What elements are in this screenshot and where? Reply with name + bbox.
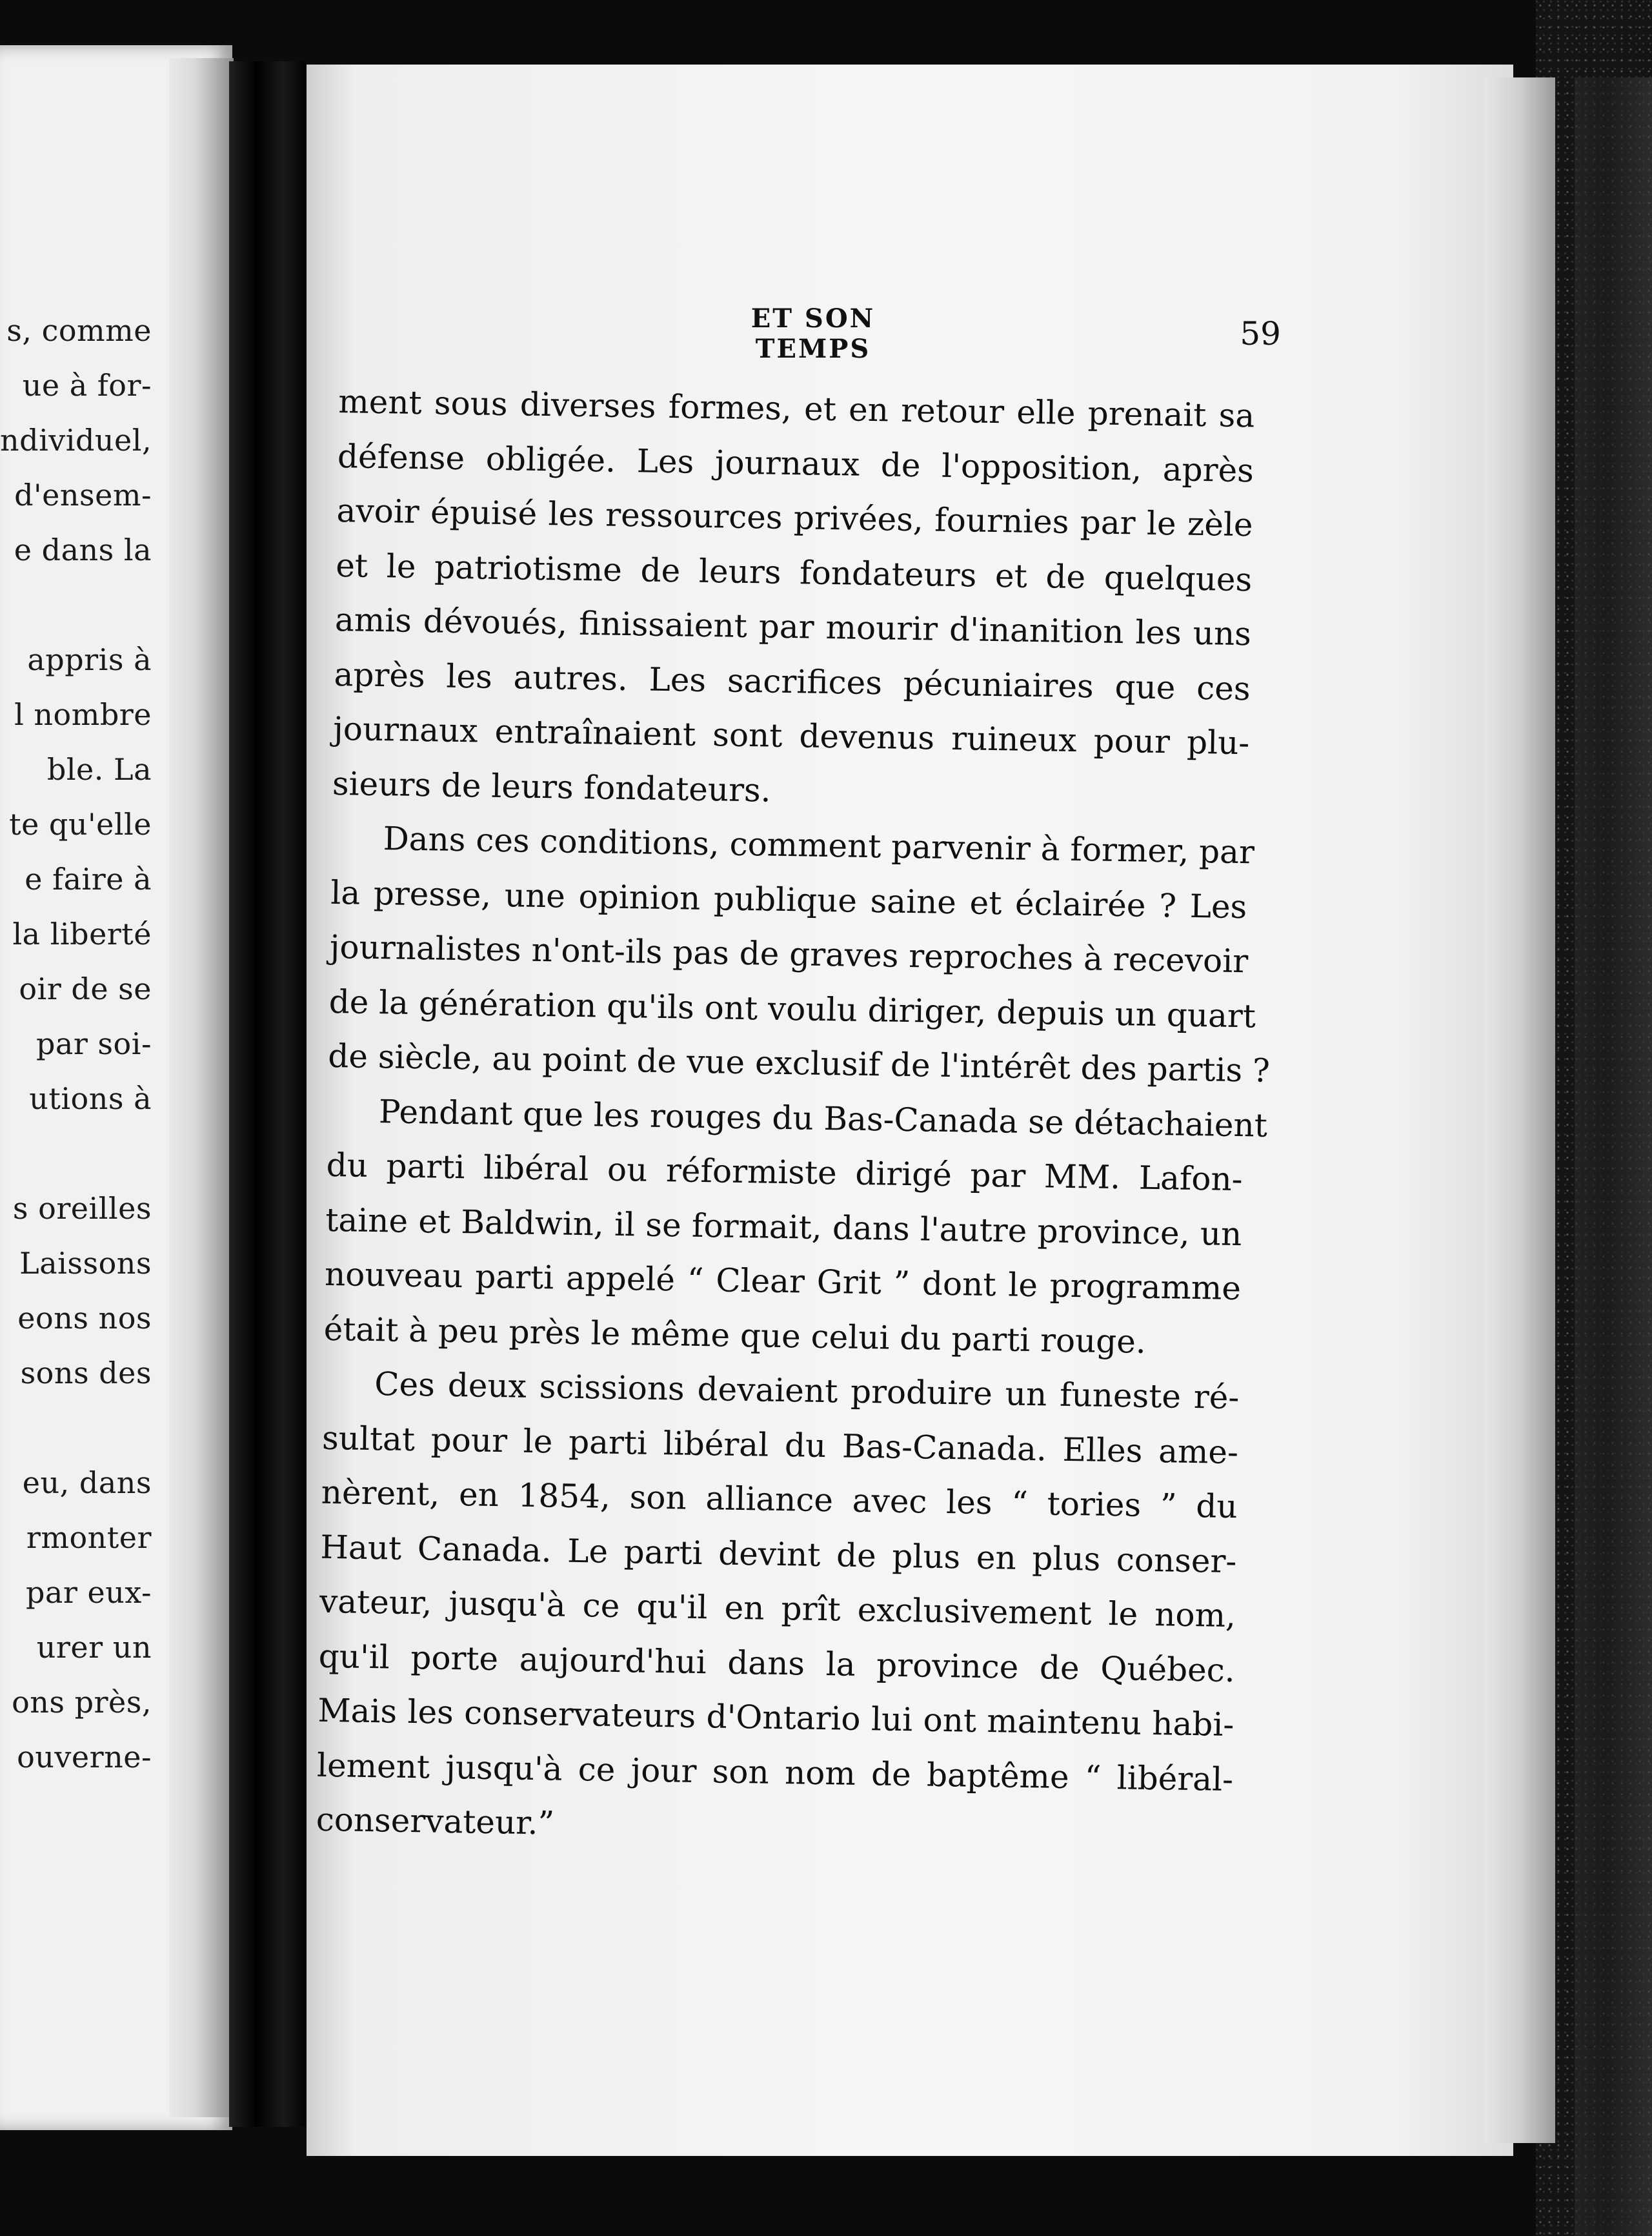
left-line <box>0 1401 152 1456</box>
text-line: qu'il porte aujourd'hui dans la province de Québec. <box>318 1637 1236 1689</box>
left-line: par eux- <box>25 1575 152 1610</box>
left-line: la liberté <box>12 917 152 951</box>
text-line: de la génération qu'ils ont voulu diriger, depuis un quart <box>328 982 1256 1035</box>
left-page-edge <box>169 58 234 2117</box>
left-line: eu, dans <box>22 1465 152 1500</box>
left-line: e dans la <box>14 533 152 567</box>
left-page-text <box>0 303 152 1785</box>
left-line: l nombre <box>14 697 152 732</box>
left-line: utions à <box>29 1081 152 1116</box>
text-line: et le patriotisme de leurs fondateurs et de quelques <box>335 546 1253 598</box>
book-gutter <box>229 61 307 2127</box>
text-line: après les autres. Les sacrifices pécuniaires que ces <box>334 655 1251 707</box>
right-page-edge <box>1484 77 1555 2143</box>
left-line: ble. La <box>46 752 152 787</box>
text-line: lement jusqu'à ce jour son nom de baptême “ libéral- <box>316 1746 1234 1798</box>
body-text <box>316 374 1271 1862</box>
scan-edge-shadow <box>1575 77 1652 2236</box>
left-line: urer un <box>36 1630 152 1665</box>
left-line: Laissons <box>19 1246 152 1281</box>
left-line <box>0 1126 152 1181</box>
text-line: nèrent, en 1854, son alliance avec les “ tories ” du <box>321 1473 1238 1526</box>
text-line: conservateur.” <box>316 1800 555 1842</box>
text-line: nouveau parti appelé “ Clear Grit ” dont le programme <box>324 1255 1242 1308</box>
text-line: la presse, une opinion publique saine et éclairée ? Les <box>330 873 1247 926</box>
left-line: ndividuel, <box>0 423 152 458</box>
left-line: oir de se <box>19 971 152 1006</box>
text-line: Haut Canada. Le parti devint de plus en plus conser- <box>320 1528 1237 1580</box>
text-line: taine et Baldwin, il se formait, dans l'autre province, un <box>325 1201 1242 1253</box>
left-line: sons des <box>20 1356 152 1390</box>
left-line: ouverne- <box>17 1740 152 1774</box>
page-number: 59 <box>1240 315 1281 352</box>
left-line <box>0 578 152 633</box>
left-line: s, comme <box>6 313 152 348</box>
running-head: ET SON TEMPS <box>750 303 876 364</box>
text-line: Pendant que les rouges du Bas-Canada se détachaient <box>378 1092 1268 1144</box>
left-line: par soi- <box>35 1026 152 1061</box>
text-line: de siècle, au point de vue exclusif de l'intérêt des partis ? <box>327 1037 1271 1090</box>
text-line: avoir épuisé les ressources privées, fournies par le zèle <box>336 491 1253 544</box>
text-line: sieurs de leurs fondateurs. <box>332 764 772 809</box>
text-line: Ces deux scissions devaient produire un funeste ré- <box>374 1365 1240 1417</box>
text-line: journaux entraînaient sont devenus ruineux pour plu- <box>332 709 1250 762</box>
left-line: s oreilles <box>12 1191 152 1226</box>
text-line: était à peu près le même que celui du parti rouge. <box>323 1310 1147 1361</box>
left-line: te qu'elle <box>9 807 152 842</box>
left-line: rmonter <box>26 1520 152 1555</box>
left-line: d'ensem- <box>14 478 152 513</box>
left-line: ue à for- <box>22 368 152 403</box>
left-line: e faire à <box>25 862 152 897</box>
text-line: Dans ces conditions, comment parvenir à former, par <box>383 820 1255 871</box>
text-line: ment sous diverses formes, et en retour elle prenait sa <box>337 382 1255 435</box>
text-line: vateur, jusqu'à ce qu'il en prît exclusivement le nom, <box>319 1582 1236 1635</box>
left-line: ons près, <box>12 1685 152 1720</box>
text-line: sultat pour le parti libéral du Bas-Canada. Elles ame- <box>321 1419 1239 1471</box>
left-line: appris à <box>27 642 152 677</box>
text-line: Mais les conservateurs d'Ontario lui ont maintenu habi- <box>317 1691 1234 1744</box>
text-line: journalistes n'ont-ils pas de graves reproches à recevoir <box>329 928 1249 981</box>
text-line: défense obligée. Les journaux de l'opposition, après <box>337 437 1254 489</box>
left-line: eons nos <box>17 1301 152 1336</box>
text-line: du parti libéral ou réformiste dirigé par MM. Lafon- <box>326 1146 1244 1199</box>
text-line: amis dévoués, finissaient par mourir d'inanition les uns <box>334 600 1252 653</box>
